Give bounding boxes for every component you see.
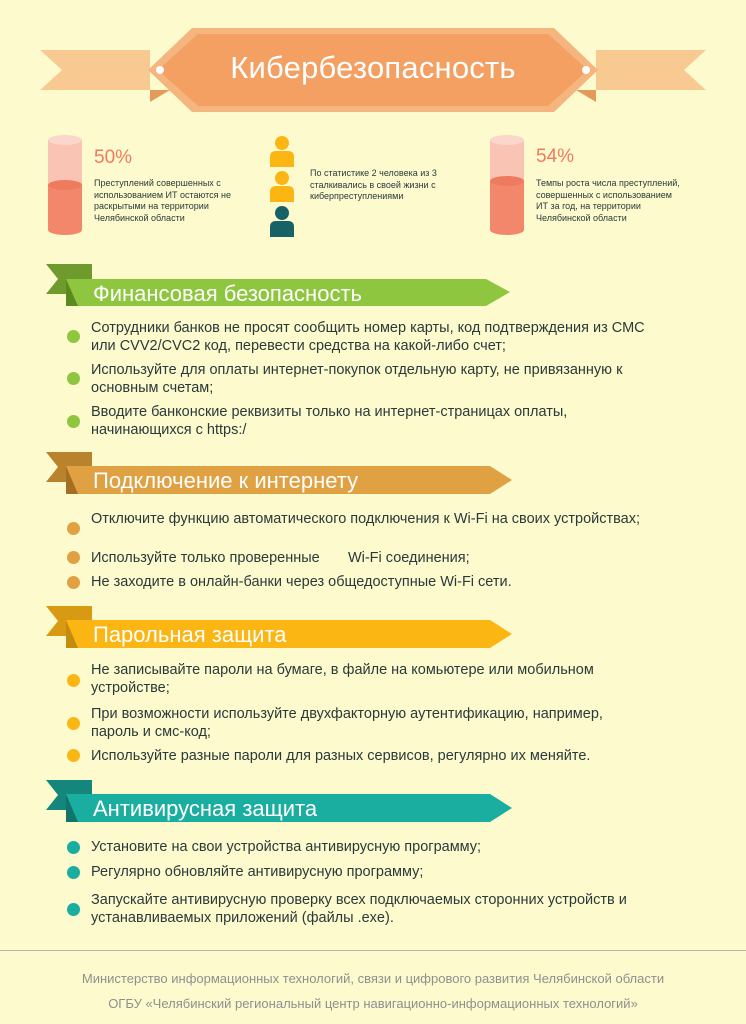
list-item: Запускайте антивирусную проверку всех подключаемых сторонних устройств и устанавливаемых приложений (файлы .exe).: [91, 892, 627, 926]
list-item: Не заходите в онлайн-банки через общедоступные Wi-Fi сети.: [91, 574, 512, 590]
footer-organization: ОГБУ «Челябинский региональный центр навигационно-информационных технологий»: [108, 996, 638, 1011]
stat-cylinder-1: [48, 134, 82, 236]
person-icon: [269, 170, 295, 202]
section-title-internet: Подключение к интернету: [93, 468, 359, 493]
bullet-icon: [67, 576, 80, 589]
list-item: Используйте для оплаты интернет-покупок отдельную карту, не привязанную к основным счетам;: [91, 362, 623, 396]
stat-text-2: По статистике 2 человека из 3 сталкивались в своей жизни с киберпреступлениями: [310, 168, 437, 201]
list-item: Регулярно обновляйте антивирусную программу;: [91, 864, 424, 880]
stat-percent-3: 54%: [536, 146, 575, 167]
stat-cylinder-3: [490, 134, 524, 236]
section-title-finance: Финансовая безопасность: [93, 281, 362, 306]
section-title-antivirus: Антивирусная защита: [93, 796, 318, 821]
list-item: Не записывайте пароли на бумаге, в файле на комьютере или мобильном устройстве;: [91, 662, 594, 696]
footer-divider: [0, 950, 746, 951]
bullet-icon: [67, 415, 80, 428]
bullet-icon: [67, 717, 80, 730]
person-icon: [269, 205, 295, 237]
bullet-icon: [67, 551, 80, 564]
bullet-icon: [67, 372, 80, 385]
bullet-icon: [67, 903, 80, 916]
list-item: Сотрудники банков не просят сообщить номер карты, код подтверждения из СМС или CVV2/CVC2 код, перевести средства на какой-либо счет;: [91, 320, 645, 354]
stat-percent-1: 50%: [94, 147, 133, 168]
person-icon: [269, 135, 295, 167]
list-item: Вводите банконские реквизиты только на интернет-страницах оплаты, начинающихся с https:/: [91, 404, 568, 438]
bullet-icon: [67, 674, 80, 687]
bullet-icon: [67, 749, 80, 762]
list-item: Используйте разные пароли для разных сервисов, регулярно их меняйте.: [91, 748, 591, 764]
bullet-icon: [67, 866, 80, 879]
list-item: Используйте только проверенные Wi-Fi соединения;: [91, 550, 470, 566]
bullet-icon: [67, 330, 80, 343]
bullet-icon: [67, 522, 80, 535]
section-title-password: Парольная защита: [93, 622, 287, 647]
page-title: Кибербезопасность: [230, 50, 516, 85]
list-item: При возможности используйте двухфакторную аутентификацию, например, пароль и смс-код;: [91, 706, 603, 740]
list-item: Отключите функцию автоматического подключения к Wi-Fi на своих устройствах;: [91, 511, 641, 527]
footer-ministry: Министерство информационных технологий, связи и цифрового развития Челябинской области: [81, 971, 665, 986]
list-item: Установите на свои устройства антивирусную программу;: [91, 839, 482, 855]
stat-text-1: Преступлений совершенных с использованием ИТ остаются не раскрытыми на территории Челябинской области: [94, 178, 231, 223]
stat-text-3: Темпы роста числа преступлений, совершенных с использованием ИТ за год, на территории Челябинской области: [536, 178, 680, 223]
bullet-icon: [67, 841, 80, 854]
